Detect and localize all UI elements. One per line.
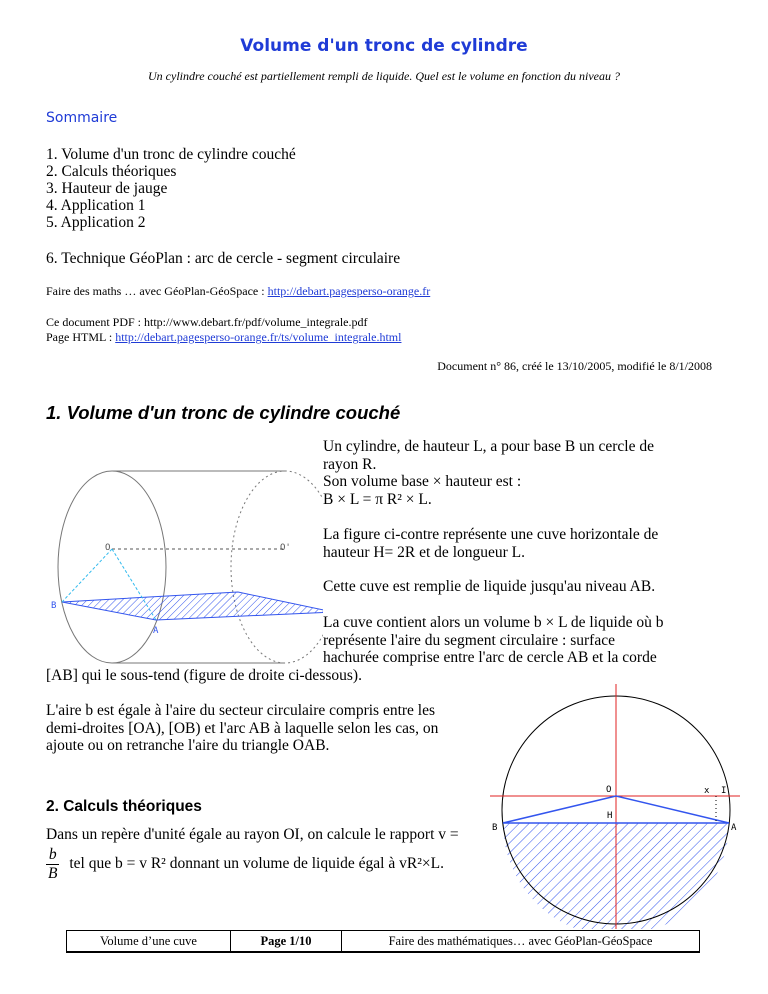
s1-p4-l2: représente l'aire du segment circulaire : surface bbox=[323, 631, 615, 649]
sommaire-heading: Sommaire bbox=[46, 110, 118, 126]
label-A-right: A bbox=[731, 823, 737, 833]
liquid-surface bbox=[62, 592, 323, 620]
s1-p4-l1: La cuve contient alors un volume b × L de liquide où b bbox=[323, 614, 664, 631]
toc-item-4[interactable]: 4. Application 1 bbox=[46, 197, 146, 214]
toc-item-1[interactable]: 1. Volume d'un tronc de cylindre couché bbox=[46, 146, 296, 163]
s1-p5-l2: demi-droites [OA), [OB) et l'arc AB à laquelle selon les cas, on bbox=[46, 719, 439, 737]
s2-p1: Dans un repère d'unité égale au rayon OI, on calcule le rapport v = bbox=[46, 826, 459, 843]
s1-p3: Cette cuve est remplie de liquide jusqu'au niveau AB. bbox=[323, 578, 656, 595]
section1-para4 bbox=[323, 614, 723, 667]
label-O-right: O bbox=[606, 785, 612, 795]
page-subtitle: Un cylindre couché est partiellement rempli de liquide. Quel est le volume en fonction du niveau ? bbox=[148, 69, 620, 83]
s2-formula-line bbox=[46, 846, 444, 882]
fraction-numerator: b bbox=[46, 846, 59, 865]
front-base-ellipse bbox=[58, 471, 166, 663]
label-B: B bbox=[51, 601, 57, 611]
s1-p4-l4: [AB] qui le sous-tend (figure de droite ci-dessous). bbox=[46, 667, 362, 684]
s2-p2: tel que b = v R² donnant un volume de liquide égal à vR²×L. bbox=[69, 855, 444, 873]
toc-item-6[interactable]: 6. Technique GéoPlan : arc de cercle - segment circulaire bbox=[46, 250, 401, 267]
s1-p1-l3: Son volume base × hauteur est : bbox=[323, 473, 522, 490]
s1-p1-formula: B × L = π R² × L. bbox=[323, 490, 432, 508]
radius-OB bbox=[62, 549, 112, 602]
back-base-ellipse bbox=[231, 471, 323, 663]
label-x: x bbox=[704, 786, 710, 796]
fraction-b-over-B bbox=[46, 846, 59, 882]
html-line bbox=[46, 330, 401, 345]
s1-p4-l3: hachurée comprise entre l'arc de cercle AB et la corde bbox=[323, 649, 657, 666]
toc-item-2[interactable]: 2. Calculs théoriques bbox=[46, 163, 177, 180]
label-H: H bbox=[607, 811, 613, 821]
label-O-prime: O' bbox=[280, 543, 291, 553]
section1-para5 bbox=[46, 702, 496, 755]
label-B-right: B bbox=[492, 823, 498, 833]
faire-prefix: Faire des maths … avec GéoPlan-GéoSpace : bbox=[46, 284, 268, 298]
label-I: I bbox=[721, 786, 727, 796]
page-title: Volume d'un tronc de cylindre bbox=[240, 36, 528, 56]
circular-segment-figure bbox=[490, 684, 740, 929]
s1-p5-l3: ajoute ou on retranche l'aire du triangle OAB. bbox=[46, 737, 330, 754]
footer-left: Volume d’une cuve bbox=[67, 931, 231, 951]
toc-list bbox=[46, 146, 296, 231]
label-A: A bbox=[153, 626, 159, 636]
s1-p2-l2: hauteur H= 2R et de longueur L. bbox=[323, 543, 526, 561]
section1-heading: 1. Volume d'un tronc de cylindre couché bbox=[46, 402, 401, 423]
pdf-line bbox=[46, 315, 368, 330]
page-footer bbox=[66, 930, 700, 953]
cylinder-figure bbox=[48, 462, 323, 670]
segment-OA bbox=[616, 796, 729, 823]
s1-p1-l1: Un cylindre, de hauteur L, a pour base B un cercle de bbox=[323, 438, 654, 455]
html-prefix: Page HTML : bbox=[46, 330, 116, 344]
toc-item-5[interactable]: 5. Application 2 bbox=[46, 214, 146, 231]
s1-p2-l1: La figure ci-contre représente une cuve horizontale de bbox=[323, 526, 659, 543]
fraction-denominator: B bbox=[48, 864, 58, 882]
s1-p1-l2: rayon R. bbox=[323, 455, 377, 473]
segment-OB bbox=[503, 796, 616, 823]
toc-item-3[interactable]: 3. Hauteur de jauge bbox=[46, 180, 168, 197]
footer-right: Faire des mathématiques… avec GéoPlan-GéoSpace bbox=[388, 933, 653, 948]
label-O: O bbox=[105, 543, 111, 553]
section1-para2 bbox=[323, 526, 723, 561]
faire-line bbox=[46, 284, 430, 299]
pdf-prefix: Ce document PDF : bbox=[46, 315, 144, 329]
faire-link[interactable]: http://debart.pagesperso-orange.fr bbox=[267, 284, 431, 298]
footer-page-number: Page 1/10 bbox=[231, 931, 342, 951]
html-link[interactable]: http://debart.pagesperso-orange.fr/ts/volume_integrale.html bbox=[115, 330, 402, 344]
section1-para1 bbox=[323, 438, 723, 508]
section2-heading: 2. Calculs théoriques bbox=[46, 798, 202, 815]
doc-info: Document n° 86, créé le 13/10/2005, modifié le 8/1/2008 bbox=[437, 359, 712, 373]
s1-p5-l1: L'aire b est égale à l'aire du secteur circulaire compris entre les bbox=[46, 702, 436, 719]
pdf-url: http://www.debart.fr/pdf/volume_integrale.pdf bbox=[144, 315, 368, 329]
